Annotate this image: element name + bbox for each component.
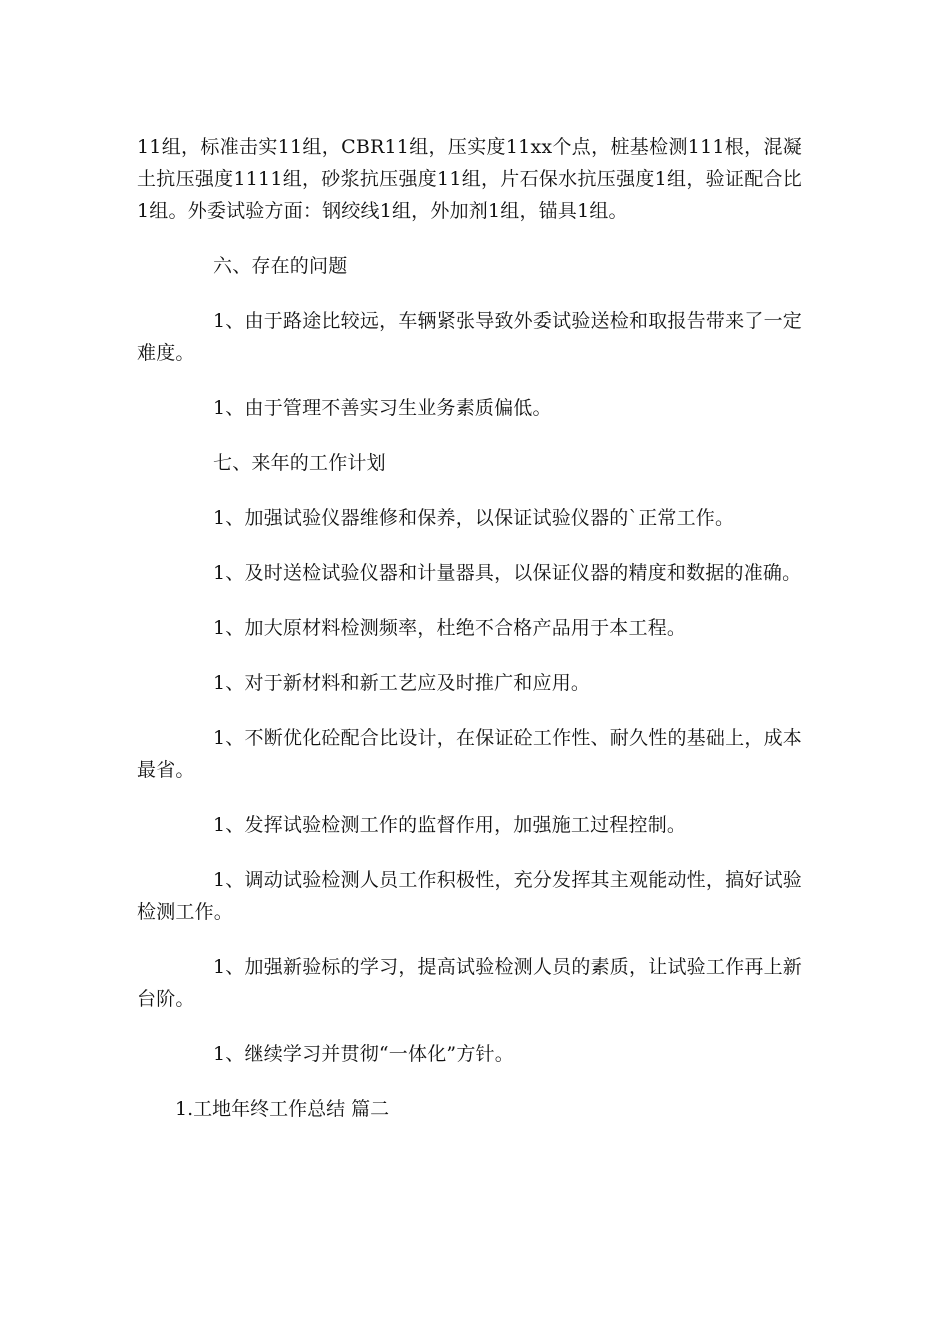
paragraph-test-counts: 11组，标准击实11组，CBR11组，压实度11xx个点，桩基检测111根，混凝土抗压强度1111组，砂浆抗压强度11组，片石保水抗压强度1组，验证配合比1组。外委试验方面：钢绞线1组，外加剂1组，锚具1组。 [137, 136, 802, 222]
problem-item-distance: 1、由于路途比较远，车辆紧张导致外委试验送检和取报告带来了一定难度。 [137, 310, 802, 364]
plan-item-frequency: 1、加大原材料检测频率，杜绝不合格产品用于本工程。 [213, 617, 687, 639]
plan-item-calibration: 1、及时送检试验仪器和计量器具，以保证仪器的精度和数据的准确。 [213, 562, 802, 584]
plan-item-mix-design: 1、不断优化砼配合比设计，在保证砼工作性、耐久性的基础上，成本最省。 [137, 727, 802, 781]
heading-existing-problems: 六、存在的问题 [213, 255, 348, 277]
plan-item-new-materials: 1、对于新材料和新工艺应及时推广和应用。 [213, 672, 591, 694]
plan-item-maintenance: 1、加强试验仪器维修和保养，以保证试验仪器的`正常工作。 [213, 507, 735, 529]
plan-item-training: 1、加强新验标的学习，提高试验检测人员的素质，让试验工作再上新台阶。 [137, 956, 802, 1010]
document-body [137, 131, 802, 1125]
plan-item-supervision: 1、发挥试验检测工作的监督作用，加强施工过程控制。 [213, 814, 687, 836]
plan-item-integration: 1、继续学习并贯彻“一体化”方针。 [213, 1043, 514, 1065]
plan-item-motivation: 1、调动试验检测人员工作积极性，充分发挥其主观能动性，搞好试验检测工作。 [137, 869, 802, 923]
next-section-title: 1.工地年终工作总结 篇二 [175, 1098, 390, 1120]
heading-next-year-plan: 七、来年的工作计划 [213, 452, 386, 474]
problem-item-management: 1、由于管理不善实习生业务素质偏低。 [213, 397, 552, 419]
